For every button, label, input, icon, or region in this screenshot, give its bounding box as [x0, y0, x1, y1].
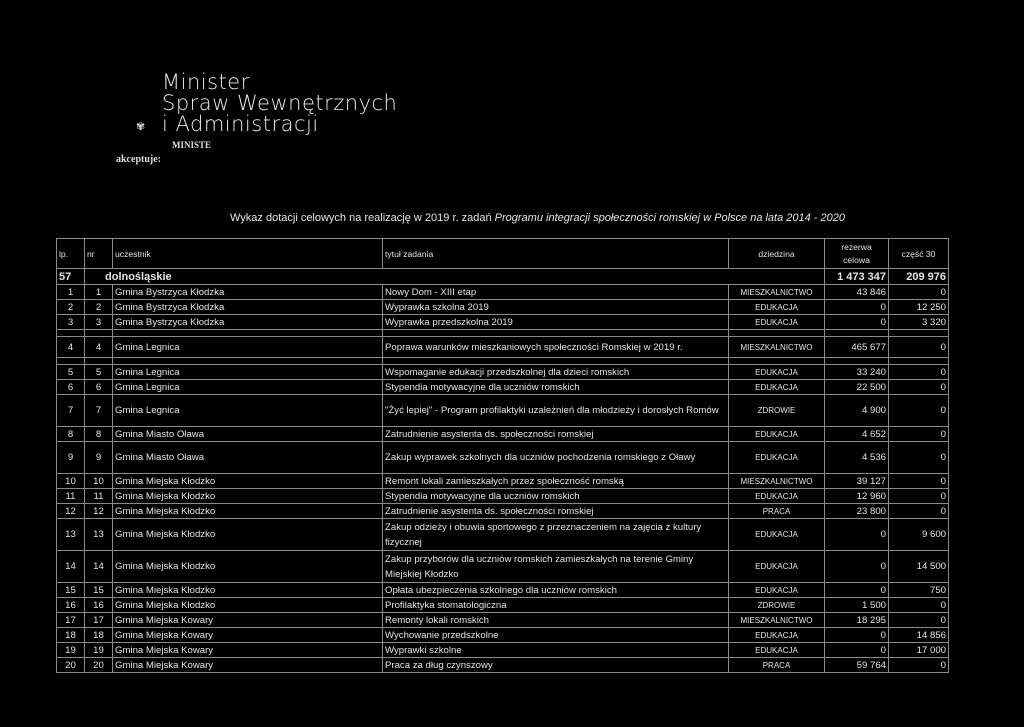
region-rezerwa: 1 473 347 [825, 269, 889, 285]
cell-nr: 8 [85, 427, 113, 442]
document-title-italic: Programu integracji społeczności romskiej w Polsce na lata 2014 - 2020 [494, 212, 845, 224]
table-row [57, 395, 949, 427]
table-row [57, 427, 949, 442]
cell-rezerwa: 33 240 [825, 365, 889, 380]
spacer-cell [825, 330, 889, 337]
table-row [57, 504, 949, 519]
cell-uczestnik: Gmina Miejska Kłodzko [113, 474, 383, 489]
col-rezerwa: rezerwa celowa [825, 239, 889, 269]
table-row [57, 380, 949, 395]
table-row [57, 315, 949, 330]
cell-tytul: Wyprawka szkolna 2019 [383, 300, 729, 315]
cell-rezerwa: 465 677 [825, 337, 889, 358]
cell-rezerwa: 0 [825, 643, 889, 658]
cell-lp: 20 [57, 658, 85, 673]
cell-rezerwa: 4 536 [825, 442, 889, 474]
cell-lp: 9 [57, 442, 85, 474]
cell-rezerwa: 0 [825, 551, 889, 583]
cell-lp: 8 [57, 427, 85, 442]
minister-heading [162, 72, 397, 135]
region-name: dolnośląskie [85, 269, 825, 285]
cell-czesc: 3 320 [889, 315, 949, 330]
cell-lp: 7 [57, 395, 85, 427]
table-row [57, 519, 949, 551]
cell-dziedzina: EDUKACJA [729, 315, 825, 330]
cell-nr: 10 [85, 474, 113, 489]
spacer-cell [729, 330, 825, 337]
cell-uczestnik: Gmina Miejska Kowary [113, 613, 383, 628]
cell-czesc: 0 [889, 598, 949, 613]
cell-tytul: Zakup odzieży i obuwia sportowego z przeznaczeniem na zajęcia z kultury fizycznej [383, 519, 729, 551]
cell-uczestnik: Gmina Legnica [113, 380, 383, 395]
cell-lp: 18 [57, 628, 85, 643]
cell-tytul: Remonty lokali romskich [383, 613, 729, 628]
cell-lp: 13 [57, 519, 85, 551]
cell-tytul: Praca za dług czynszowy [383, 658, 729, 673]
table-row [57, 643, 949, 658]
table-row [57, 598, 949, 613]
cell-dziedzina: EDUKACJA [729, 519, 825, 551]
col-dziedzina: dziedzina [729, 239, 825, 269]
cell-czesc: 14 500 [889, 551, 949, 583]
cell-lp: 3 [57, 315, 85, 330]
table-row [57, 489, 949, 504]
accept-label: akceptuje: [116, 154, 161, 165]
cell-czesc: 0 [889, 504, 949, 519]
cell-nr: 1 [85, 285, 113, 300]
cell-uczestnik: Gmina Miejska Kłodzko [113, 519, 383, 551]
cell-uczestnik: Gmina Bystrzyca Kłodzka [113, 315, 383, 330]
cell-czesc: 750 [889, 583, 949, 598]
cell-uczestnik: Gmina Miasto Oława [113, 427, 383, 442]
cell-rezerwa: 0 [825, 300, 889, 315]
cell-nr: 16 [85, 598, 113, 613]
cell-nr: 18 [85, 628, 113, 643]
cell-lp: 15 [57, 583, 85, 598]
cell-dziedzina: EDUKACJA [729, 300, 825, 315]
region-czesc: 209 976 [889, 269, 949, 285]
cell-dziedzina: MIESZKALNICTWO [729, 285, 825, 300]
cell-lp: 4 [57, 337, 85, 358]
cell-nr: 5 [85, 365, 113, 380]
cell-czesc: 0 [889, 613, 949, 628]
spacer-cell [889, 358, 949, 365]
cell-dziedzina: EDUKACJA [729, 489, 825, 504]
cell-nr: 7 [85, 395, 113, 427]
cell-uczestnik: Gmina Bystrzyca Kłodzka [113, 300, 383, 315]
cell-czesc: 0 [889, 489, 949, 504]
cell-tytul: Wyprawki szkolne [383, 643, 729, 658]
region-row [57, 269, 949, 285]
document-title [230, 212, 845, 224]
cell-czesc: 9 600 [889, 519, 949, 551]
cell-lp: 10 [57, 474, 85, 489]
cell-rezerwa: 0 [825, 583, 889, 598]
cell-uczestnik: Gmina Miejska Kłodzko [113, 504, 383, 519]
cell-rezerwa: 12 960 [825, 489, 889, 504]
cell-uczestnik: Gmina Legnica [113, 337, 383, 358]
cell-uczestnik: Gmina Miejska Kłodzko [113, 551, 383, 583]
col-uczestnik: uczestnik [113, 239, 383, 269]
spacer-cell [383, 330, 729, 337]
cell-lp: 1 [57, 285, 85, 300]
cell-dziedzina: MIESZKALNICTWO [729, 337, 825, 358]
cell-nr: 20 [85, 658, 113, 673]
cell-czesc: 0 [889, 380, 949, 395]
cell-rezerwa: 0 [825, 315, 889, 330]
spacer-cell [57, 330, 85, 337]
cell-dziedzina: EDUKACJA [729, 427, 825, 442]
table-row [57, 583, 949, 598]
spacer-cell [57, 358, 85, 365]
spacer-cell [383, 358, 729, 365]
cell-dziedzina: PRACA [729, 658, 825, 673]
cell-dziedzina: ZDROWIE [729, 598, 825, 613]
cell-tytul: Zatrudnienie asystenta ds. społeczności romskiej [383, 427, 729, 442]
cell-uczestnik: Gmina Miejska Kowary [113, 658, 383, 673]
cell-tytul: Wspomaganie edukacji przedszkolnej dla dzieci romskich [383, 365, 729, 380]
document-title-plain: Wykaz dotacji celowych na realizację w 2019 r. zadań [230, 212, 492, 224]
cell-uczestnik: Gmina Miasto Oława [113, 442, 383, 474]
cell-rezerwa: 4 900 [825, 395, 889, 427]
col-nr: nr [85, 239, 113, 269]
cell-uczestnik: Gmina Miejska Kowary [113, 628, 383, 643]
cell-dziedzina: ZDROWIE [729, 395, 825, 427]
cell-nr: 12 [85, 504, 113, 519]
cell-czesc: 0 [889, 658, 949, 673]
cell-czesc: 0 [889, 365, 949, 380]
spacer-cell [113, 358, 383, 365]
cell-dziedzina: PRACA [729, 504, 825, 519]
cell-dziedzina: EDUKACJA [729, 628, 825, 643]
cell-rezerwa: 0 [825, 519, 889, 551]
row-spacer [57, 358, 949, 365]
cell-czesc: 0 [889, 474, 949, 489]
table-row [57, 474, 949, 489]
spacer-cell [85, 330, 113, 337]
cell-uczestnik: Gmina Miejska Kłodzko [113, 489, 383, 504]
cell-nr: 17 [85, 613, 113, 628]
cell-rezerwa: 0 [825, 628, 889, 643]
cell-uczestnik: Gmina Legnica [113, 365, 383, 380]
table-row [57, 658, 949, 673]
table-row [57, 365, 949, 380]
cell-dziedzina: EDUKACJA [729, 643, 825, 658]
cell-czesc: 14 856 [889, 628, 949, 643]
cell-lp: 5 [57, 365, 85, 380]
cell-uczestnik: Gmina Bystrzyca Kłodzka [113, 285, 383, 300]
cell-lp: 17 [57, 613, 85, 628]
cell-dziedzina: EDUKACJA [729, 551, 825, 583]
cell-dziedzina: EDUKACJA [729, 365, 825, 380]
cell-dziedzina: MIESZKALNICTWO [729, 613, 825, 628]
table-row [57, 337, 949, 358]
cell-lp: 16 [57, 598, 85, 613]
row-spacer [57, 330, 949, 337]
cell-tytul: Remont lokali zamieszkałych przez społeczność romską [383, 474, 729, 489]
cell-dziedzina: MIESZKALNICTWO [729, 474, 825, 489]
cell-nr: 14 [85, 551, 113, 583]
cell-tytul: Zatrudnienie asystenta ds. społeczności romskiej [383, 504, 729, 519]
cell-rezerwa: 4 652 [825, 427, 889, 442]
spacer-cell [825, 358, 889, 365]
col-czesc: część 30 [889, 239, 949, 269]
cell-rezerwa: 22 500 [825, 380, 889, 395]
cell-tytul: Opłata ubezpieczenia szkolnego dla uczniów romskich [383, 583, 729, 598]
cell-czesc: 0 [889, 395, 949, 427]
cell-tytul: Zakup przyborów dla uczniów romskich zamieszkałych na terenie Gminy Miejskiej Kłodzko [383, 551, 729, 583]
cell-lp: 12 [57, 504, 85, 519]
cell-lp: 2 [57, 300, 85, 315]
cell-tytul: Wyprawka przedszkolna 2019 [383, 315, 729, 330]
cell-lp: 14 [57, 551, 85, 583]
table-row [57, 285, 949, 300]
spacer-cell [113, 330, 383, 337]
seal-icon: ✾ [136, 121, 146, 133]
cell-uczestnik: Gmina Miejska Kowary [113, 643, 383, 658]
cell-nr: 19 [85, 643, 113, 658]
cell-czesc: 0 [889, 442, 949, 474]
cell-nr: 13 [85, 519, 113, 551]
cell-czesc: 0 [889, 427, 949, 442]
col-lp: lp. [57, 239, 85, 269]
cell-rezerwa: 43 846 [825, 285, 889, 300]
cell-tytul: Stypendia motywacyjne dla uczniów romskich [383, 380, 729, 395]
cell-dziedzina: EDUKACJA [729, 380, 825, 395]
cell-nr: 2 [85, 300, 113, 315]
cell-uczestnik: Gmina Miejska Kłodzko [113, 583, 383, 598]
cell-uczestnik: Gmina Miejska Kłodzko [113, 598, 383, 613]
table-row [57, 300, 949, 315]
minister-line-2: Spraw Wewnętrznych [162, 91, 398, 115]
cell-tytul: "Żyć lepiej" - Program profilaktyki uzależnień dla młodzieży i dorosłych Romów [383, 395, 729, 427]
spacer-cell [729, 358, 825, 365]
cell-rezerwa: 59 764 [825, 658, 889, 673]
cell-dziedzina: EDUKACJA [729, 583, 825, 598]
cell-tytul: Poprawa warunków mieszkaniowych społeczności Romskiej w 2019 r. [383, 337, 729, 358]
table-row [57, 628, 949, 643]
cell-tytul: Profilaktyka stomatologiczna [383, 598, 729, 613]
cell-nr: 4 [85, 337, 113, 358]
cell-nr: 11 [85, 489, 113, 504]
cell-uczestnik: Gmina Legnica [113, 395, 383, 427]
cell-czesc: 0 [889, 285, 949, 300]
table-row [57, 613, 949, 628]
cell-rezerwa: 18 295 [825, 613, 889, 628]
table-header-row [57, 239, 949, 269]
cell-nr: 6 [85, 380, 113, 395]
cell-lp: 19 [57, 643, 85, 658]
region-lp: 57 [57, 269, 85, 285]
cell-tytul: Wychowanie przedszkolne [383, 628, 729, 643]
cell-czesc: 0 [889, 337, 949, 358]
cell-rezerwa: 1 500 [825, 598, 889, 613]
col-tytul: tytuł zadania [383, 239, 729, 269]
spacer-cell [85, 358, 113, 365]
cell-tytul: Zakup wyprawek szkolnych dla uczniów pochodzenia romskiego z Oławy [383, 442, 729, 474]
cell-lp: 11 [57, 489, 85, 504]
cell-tytul: Nowy Dom - XIII etap [383, 285, 729, 300]
cell-czesc: 17 000 [889, 643, 949, 658]
minister-line-3: i Administracji [162, 112, 319, 136]
cell-dziedzina: EDUKACJA [729, 442, 825, 474]
grants-table [56, 238, 949, 673]
minister-line-1: Minister [162, 70, 250, 94]
spacer-cell [889, 330, 949, 337]
cell-rezerwa: 23 800 [825, 504, 889, 519]
cell-czesc: 12 250 [889, 300, 949, 315]
cell-nr: 9 [85, 442, 113, 474]
table-row [57, 442, 949, 474]
cell-rezerwa: 39 127 [825, 474, 889, 489]
cell-nr: 15 [85, 583, 113, 598]
minister-stamp: MINISTE [172, 140, 212, 150]
cell-lp: 6 [57, 380, 85, 395]
table-row [57, 551, 949, 583]
cell-nr: 3 [85, 315, 113, 330]
cell-tytul: Stypendia motywacyjne dla uczniów romskich [383, 489, 729, 504]
